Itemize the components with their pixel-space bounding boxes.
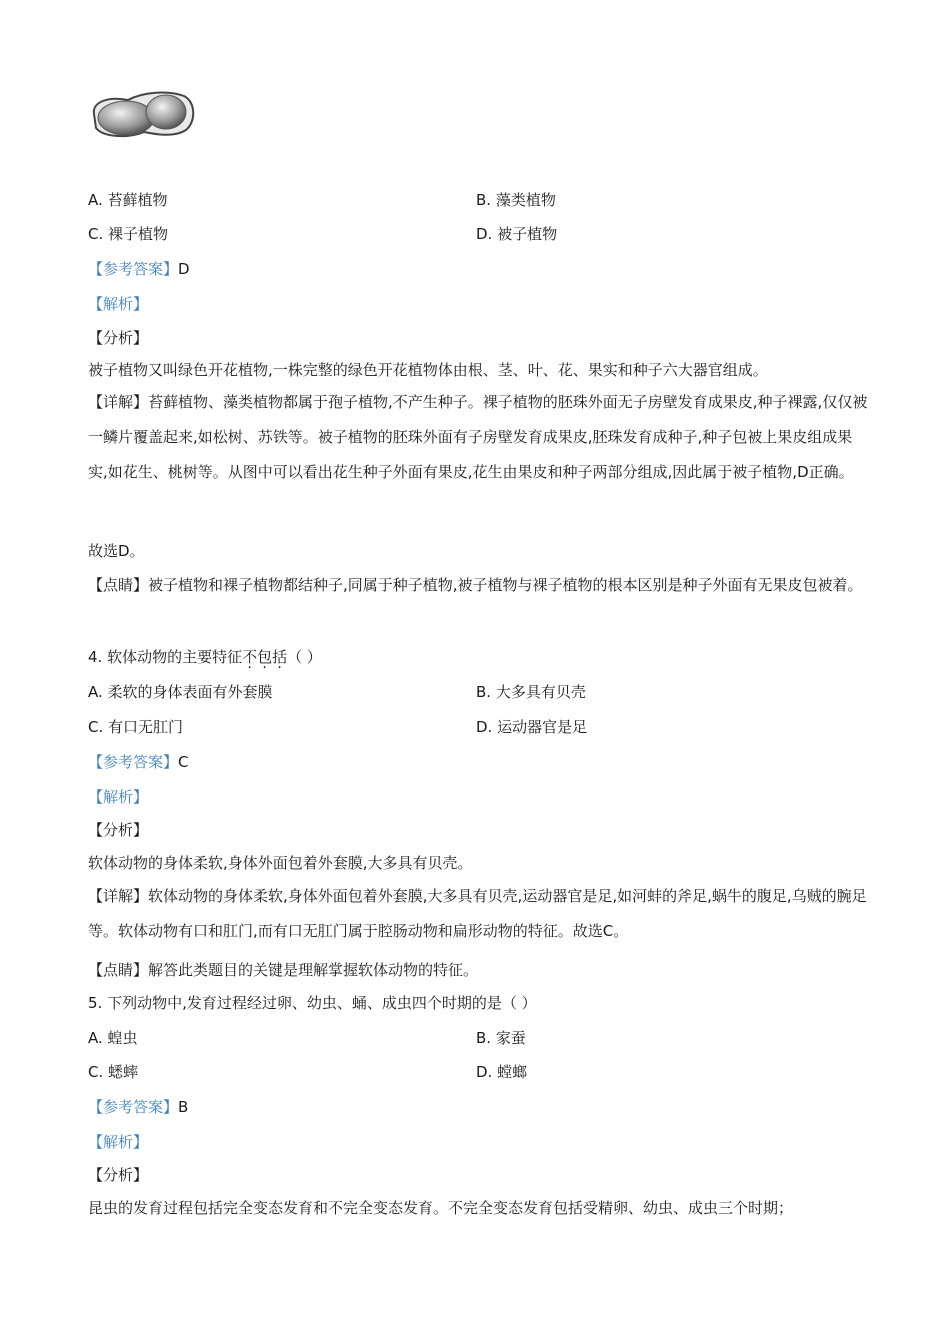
q4-fenxi-label: 【分析】 (88, 821, 149, 839)
answer-value: C (178, 753, 189, 771)
q5-fenxi-text: 昆虫的发育过程包括完全变态发育和不完全变态发育。不完全变态发育包括受精卵、幼虫、成虫三个时期； (88, 1199, 794, 1217)
answer-value: D (178, 260, 190, 278)
detail-label: 【详解】 (88, 393, 149, 411)
q3-analysis-label: 【解析】 (88, 295, 149, 313)
answer-label: 【参考答案】 (88, 753, 179, 771)
answer-label: 【参考答案】 (88, 1098, 179, 1116)
q4-answer (88, 752, 189, 772)
q3-option-a: A. 苔藓植物 (88, 191, 168, 209)
q5-fenxi-label: 【分析】 (88, 1166, 149, 1184)
q4-stem-post: （ ） (287, 648, 322, 666)
comment-label: 【点睛】 (88, 961, 149, 979)
q4-analysis-label: 【解析】 (88, 788, 149, 806)
q5-option-b: B. 家蚕 (476, 1029, 526, 1047)
q3-fenxi-text: 被子植物又叫绿色开花植物,一株完整的绿色开花植物体由根、茎、叶、花、果实和种子六大器官组成。 (88, 361, 768, 379)
detail-label: 【详解】 (88, 887, 149, 905)
q4-option-d: D. 运动器官是足 (476, 718, 588, 736)
answer-value: B (178, 1098, 189, 1116)
q3-comment (88, 568, 868, 603)
q5-option-d: D. 螳螂 (476, 1063, 528, 1081)
q4-option-c: C. 有口无肛门 (88, 718, 184, 736)
q5-analysis-label: 【解析】 (88, 1133, 149, 1151)
q5-option-c: C. 蟋蟀 (88, 1063, 139, 1081)
detail-text: 苔藓植物、藻类植物都属于孢子植物,不产生种子。裸子植物的胚珠外面无子房壁发育成果皮,种子裸露,仅仅被一鳞片覆盖起来,如松树、苏铁等。被子植物的胚珠外面有子房壁发育成果皮,胚珠发育成种子,种子包被上果皮组成果实,如花生、桃树等。从图中可以看出花生种子外面有果皮,花生由果皮和种子两部分组成,因此属于被子植物,D正确。 (88, 393, 868, 481)
q4-stem-pre: 4. 软体动物的主要特征 (88, 648, 243, 666)
detail-text: 软体动物的身体柔软,身体外面包着外套膜,大多具有贝壳,运动器官是足,如河蚌的斧足,蜗牛的腹足,乌贼的腕足等。软体动物有口和肛门,而有口无肛门属于腔肠动物和扁形动物的特征。故选C。 (88, 887, 867, 940)
q4-emph-2: 包 (257, 648, 273, 666)
comment-text: 解答此类题目的关键是理解掌握软体动物的特征。 (148, 961, 479, 979)
q3-fenxi-label: 【分析】 (88, 329, 149, 347)
q3-option-d: D. 被子植物 (476, 225, 558, 243)
q5-stem: 5. 下列动物中,发育过程经过卵、幼虫、蛹、成虫四个时期的是（ ） (88, 994, 537, 1012)
answer-label: 【参考答案】 (88, 260, 179, 278)
q5-option-a: A. 蝗虫 (88, 1029, 138, 1047)
q4-fenxi-text: 软体动物的身体柔软,身体外面包着外套膜,大多具有贝壳。 (88, 854, 473, 872)
q4-stem (88, 647, 322, 667)
q3-option-c: C. 裸子植物 (88, 225, 169, 243)
q3-answer (88, 259, 190, 279)
q5-answer (88, 1097, 188, 1117)
q4-emph-1: 不 (242, 648, 258, 666)
q4-emph-3: 括 (272, 648, 288, 666)
q3-choose: 故选D。 (88, 542, 145, 560)
q4-option-b: B. 大多具有贝壳 (476, 683, 586, 701)
q4-comment (88, 960, 478, 980)
comment-text: 被子植物和裸子植物都结种子,同属于种子植物,被子植物与裸子植物的根本区别是种子外面有无果皮包被着。 (148, 576, 863, 594)
q3-option-b: B. 藻类植物 (476, 191, 556, 209)
q4-detail (88, 879, 868, 949)
comment-label: 【点睛】 (88, 576, 149, 594)
peanut-figure (88, 84, 198, 144)
q4-option-a: A. 柔软的身体表面有外套膜 (88, 683, 273, 701)
q3-detail (88, 385, 868, 490)
